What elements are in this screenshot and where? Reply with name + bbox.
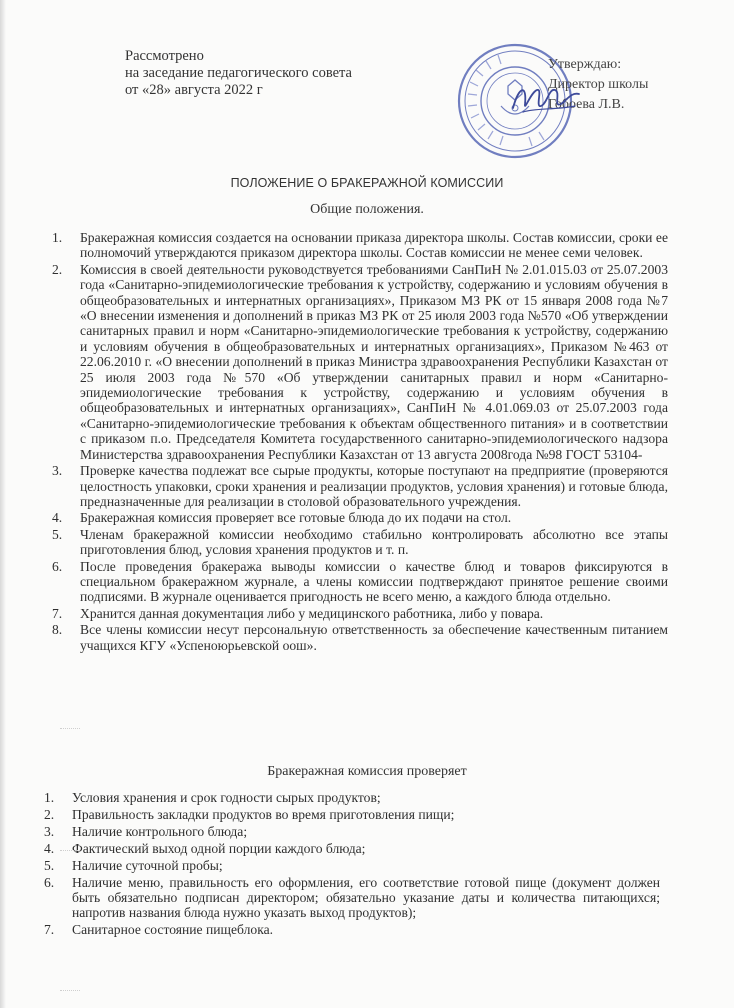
list-item — [44, 841, 660, 856]
list-item-text: После проведения бракеража выводы комиссии о качестве блюд и товаров фиксируются в специальном бракеражном журнале, а члены комиссии подтверждают принятое решение своими подписями. В журнале оценивается пригодность не всего меню, а каждого блюда отдельно. — [80, 558, 668, 605]
list-item-number: 1. — [52, 230, 63, 245]
list-item-number: 3. — [52, 463, 63, 479]
scan-speck — [60, 728, 80, 733]
list-item — [44, 875, 660, 921]
list-item — [52, 510, 668, 525]
list-item-text: Все члены комиссии несут персональную ответственность за обеспечение качественным питанием учащихся КГУ «Успеноюрьевской оош». — [80, 622, 668, 653]
list-item-text: Бракеражная комиссия проверяет все готовые блюда до их подачи на стол. — [80, 510, 512, 526]
list-item-text: Хранится данная документация либо у медицинского работника, либо у повара. — [80, 605, 544, 621]
list-item-number: 4. — [44, 840, 55, 856]
list-item — [52, 463, 668, 509]
list-item-number: 2. — [52, 261, 63, 277]
section-general-title: Общие положения. — [310, 202, 424, 217]
list-item-text: Условия хранения и срок годности сырых продуктов; — [72, 790, 381, 805]
general-provisions-list — [52, 230, 668, 654]
list-item-number: 5. — [44, 857, 55, 873]
list-item-text: Правильность закладки продуктов во время приготовления пищи; — [72, 806, 455, 822]
list-item-text: Фактический выход одной порции каждого блюда; — [72, 840, 366, 856]
list-item-text: Комиссия в своей деятельности руководствуется требованиями СанПиН № 2.01.015.03 от 25.07.2003 года «Санитарно-эпидемиологические требования к устройству, содержанию и условиям обучения в общеобразовательных и интернатных организациях», Приказом МЗ РК от 15 января 2008 года №7 «О внесении изменения и дополнений в приказ МЗ РК от 25 июля 2003 года №570 «Об утверждении санитарных правил и норм «Санитарно-эпидемиологические требования к устройству, содержанию и условиям обучения в общеобразовательных и интернатных организациях», Приказом №463 от 22.06.2010 г. «О внесении дополнений в приказ Министра здравоохранения Республики Казахстан от 25 июля 2003 года №570 «Об утверждении санитарных правил и норм «Санитарно-эпидемиологические требования к устройству, содержанию и условиям обучения в общеобразовательных и интернатных организациях», СанПиН № 4.01.069.03 от 25.07.2003 года «Санитарно-эпидемиологические требования к объектам общественного питания» и в соответствии с приказом п.о. Председателя Комитета государственного санитарно-эпидемиологического надзора Министерства здравоохранения Республики Казахстан от 13 августа 2008года №98 ГОСТ 53104- — [80, 261, 668, 462]
list-item-number: 2. — [44, 806, 55, 822]
list-item — [44, 824, 660, 839]
list-item-text: Санитарное состояние пищеблока. — [72, 922, 274, 938]
list-item-number: 5. — [52, 526, 63, 542]
scan-edge — [0, 0, 6, 1008]
review-note — [125, 48, 352, 99]
list-item-number: 3. — [44, 823, 55, 839]
section-checks-title: Бракеражная комиссия проверяет — [267, 764, 467, 779]
list-item-text: Наличие суточной пробы; — [72, 857, 223, 873]
handwritten-signature-icon — [505, 78, 585, 120]
approval-line2: Директор школы — [548, 77, 649, 92]
list-item — [52, 262, 668, 462]
list-item-number: 7. — [44, 922, 55, 938]
list-item-text: Наличие контрольного блюда; — [72, 823, 248, 839]
commission-checks-list — [44, 790, 660, 939]
list-item — [44, 807, 660, 822]
list-item — [44, 922, 660, 937]
list-item — [52, 559, 668, 605]
list-item — [44, 790, 660, 805]
list-item-text: Членам бракеражной комиссии необходимо стабильно контролировать абсолютно все этапы приготовления блюд, условия хранения продуктов и т. п. — [80, 526, 668, 558]
list-item-text: Проверке качества подлежат все сырые продукты, которые поступают на предприятие (проверяются целостность упаковки, сроки хранения и реализации продуктов, условия хранения) и готовые блюда, предназначенные для реализации в столовой образовательного учреждения. — [80, 463, 668, 509]
list-item-number: 4. — [52, 510, 63, 526]
list-item-number: 6. — [52, 558, 63, 574]
list-item-number: 8. — [52, 622, 63, 638]
list-item-number: 6. — [44, 874, 55, 890]
review-note-line1: Рассмотрено — [125, 48, 204, 64]
approval-line1: Утверждаю: — [548, 57, 622, 72]
list-item-number: 7. — [52, 605, 63, 621]
review-note-line3: от «28» августа 2022 г — [125, 82, 263, 98]
list-item-number: 1. — [44, 790, 55, 805]
list-item-text: Наличие меню, правильность его оформления, его соответствие готовой пище (документ должен быть обязательно подписан директором; обязательно указание даты и количества питающихся; напротив названия блюда нужно указать выход продуктов); — [72, 874, 660, 921]
list-item — [52, 606, 668, 621]
list-item-text: Бракеражная комиссия создается на основании приказа директора школы. Состав комиссии, сроки ее полномочий утверждаются приказом директора школы. Состав комиссии не менее семи человек. — [80, 230, 668, 261]
list-item — [44, 858, 660, 873]
document-title: ПОЛОЖЕНИЕ О БРАКЕРАЖНОЙ КОМИССИИ — [230, 176, 504, 190]
list-item — [52, 622, 668, 653]
scan-speck — [60, 850, 80, 855]
scan-speck — [60, 990, 80, 995]
list-item — [52, 527, 668, 558]
list-item — [52, 230, 668, 261]
review-note-line2: на заседание педагогического совета — [125, 65, 352, 81]
approval-line3: Гобоева Л.В. — [548, 97, 625, 112]
